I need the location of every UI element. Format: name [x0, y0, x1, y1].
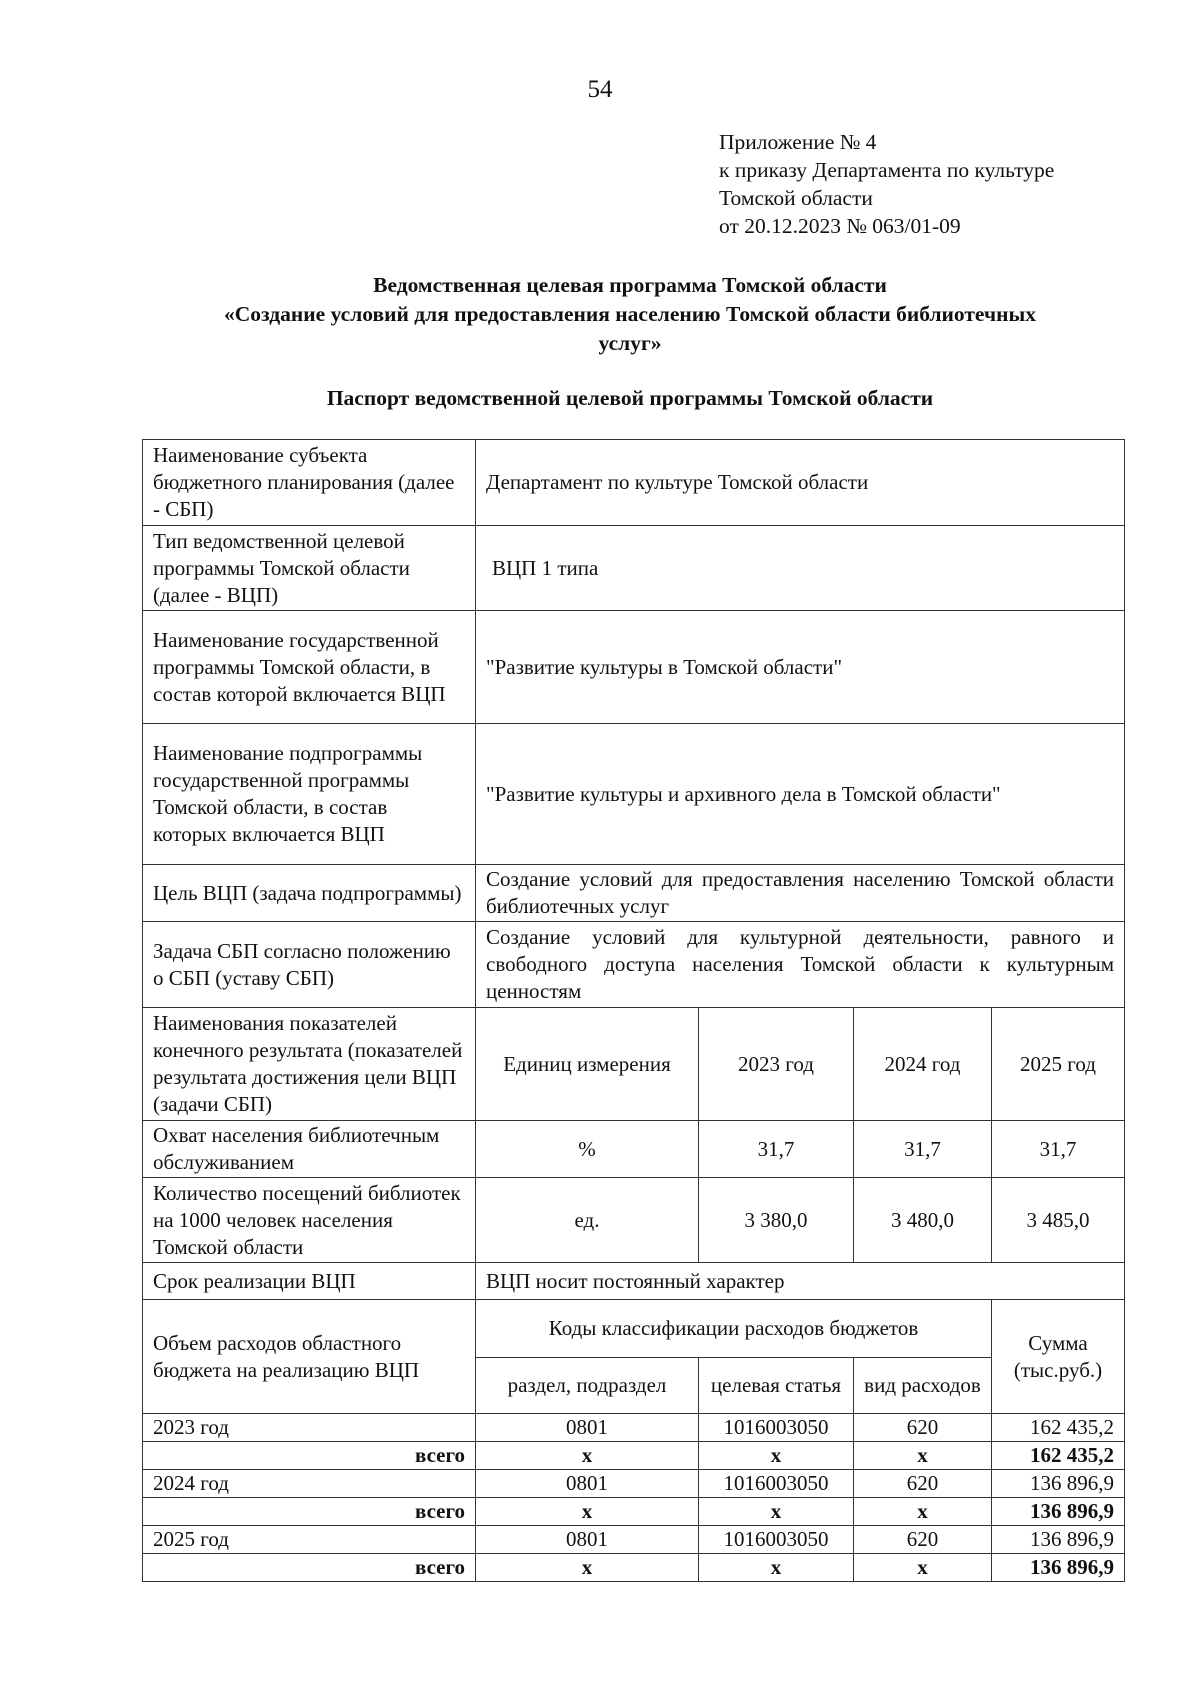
section-header: раздел, подраздел: [476, 1358, 699, 1414]
indicator-label: Количество посещений библиотек на 1000 человек населения Томской области: [143, 1178, 476, 1263]
table-row: [143, 526, 1125, 611]
finance-year-row: [143, 1470, 1125, 1498]
finance-year-row: [143, 1414, 1125, 1442]
finance-total-row: [143, 1442, 1125, 1470]
finance-kind: 620: [854, 1414, 992, 1442]
indicator-unit: ед.: [476, 1178, 699, 1263]
row-label: Тип ведомственной целевой программы Томской области (далее - ВЦП): [143, 526, 476, 611]
total-kind: x: [854, 1498, 992, 1526]
finance-header-row: [143, 1300, 1125, 1358]
indicator-value: 3 485,0: [992, 1178, 1125, 1263]
row-value: Департамент по культуре Томской области: [476, 440, 1125, 526]
row-label: Наименование государственной программы Томской области, в состав которой включается ВЦП: [143, 611, 476, 724]
indicator-row: [143, 1178, 1125, 1263]
total-kind: x: [854, 1554, 992, 1582]
row-label: Задача СБП согласно положению о СБП (уставу СБП): [143, 922, 476, 1008]
sum-header: Сумма (тыс.руб.): [992, 1300, 1125, 1414]
total-section: x: [476, 1442, 699, 1470]
indicator-label: Охват населения библиотечным обслуживанием: [143, 1121, 476, 1178]
row-value: ВЦП 1 типа: [476, 526, 1125, 611]
indicator-value: 31,7: [854, 1121, 992, 1178]
finance-article: 1016003050: [699, 1526, 854, 1554]
total-article: x: [699, 1554, 854, 1582]
finance-section: 0801: [476, 1526, 699, 1554]
unit-header: Единиц измерения: [476, 1008, 699, 1121]
total-section: x: [476, 1498, 699, 1526]
appendix-line: Приложение № 4: [719, 130, 877, 154]
finance-total-row: [143, 1554, 1125, 1582]
passport-table: [142, 439, 1125, 1582]
title-line: услуг»: [598, 331, 662, 355]
indicator-value: 31,7: [699, 1121, 854, 1178]
article-header: целевая статья: [699, 1358, 854, 1414]
table-row: [143, 724, 1125, 865]
finance-sum: 136 896,9: [992, 1470, 1125, 1498]
table-row: [143, 440, 1125, 526]
indicators-header-label: Наименования показателей конечного результата (показателей результата достижения цели ВЦП (задачи СБП): [143, 1008, 476, 1121]
kind-header: вид расходов: [854, 1358, 992, 1414]
row-label: Цель ВЦП (задача подпрограммы): [143, 865, 476, 922]
table-row: [143, 1263, 1125, 1300]
total-sum: 136 896,9: [992, 1498, 1125, 1526]
passport-title: Паспорт ведомственной целевой программы Томской области: [326, 386, 934, 410]
table-row: [143, 922, 1125, 1008]
finance-sum: 162 435,2: [992, 1414, 1125, 1442]
appendix-line: от 20.12.2023 № 063/01-09: [719, 214, 961, 238]
finance-article: 1016003050: [699, 1470, 854, 1498]
row-value: "Развитие культуры в Томской области": [476, 611, 1125, 724]
title-line: Ведомственная целевая программа Томской области: [373, 273, 887, 297]
finance-year: 2025 год: [143, 1526, 476, 1554]
finance-section: 0801: [476, 1470, 699, 1498]
total-kind: x: [854, 1442, 992, 1470]
total-article: x: [699, 1442, 854, 1470]
indicators-header-row: [143, 1008, 1125, 1121]
finance-kind: 620: [854, 1526, 992, 1554]
finance-kind: 620: [854, 1470, 992, 1498]
row-label: Срок реализации ВЦП: [143, 1263, 476, 1300]
finance-year: 2023 год: [143, 1414, 476, 1442]
total-label: всего: [143, 1498, 476, 1526]
document-title: [130, 271, 1130, 358]
total-label: всего: [143, 1554, 476, 1582]
year-header: 2023 год: [699, 1008, 854, 1121]
row-value: "Развитие культуры и архивного дела в Томской области": [476, 724, 1125, 865]
finance-label: Объем расходов областного бюджета на реализацию ВЦП: [143, 1300, 476, 1414]
finance-total-row: [143, 1498, 1125, 1526]
appendix-block: [719, 128, 1054, 240]
row-value: Создание условий для предоставления населению Томской области библиотечных услуг: [476, 865, 1125, 922]
row-value: ВЦП носит постоянный характер: [476, 1263, 1125, 1300]
total-sum: 162 435,2: [992, 1442, 1125, 1470]
total-label: всего: [143, 1442, 476, 1470]
appendix-line: к приказу Департамента по культуре: [719, 158, 1055, 182]
finance-section: 0801: [476, 1414, 699, 1442]
table-row: [143, 865, 1125, 922]
indicator-value: 3 380,0: [699, 1178, 854, 1263]
table-row: [143, 611, 1125, 724]
indicator-unit: %: [476, 1121, 699, 1178]
page-number: 54: [587, 76, 613, 103]
row-label: Наименование субъекта бюджетного планирования (далее - СБП): [143, 440, 476, 526]
finance-year-row: [143, 1526, 1125, 1554]
title-line: «Создание условий для предоставления населению Томской области библиотечных: [224, 302, 1036, 326]
row-value: Создание условий для культурной деятельности, равного и свободного доступа населения Томской области к культурным ценностям: [476, 922, 1125, 1008]
appendix-line: Томской области: [719, 186, 873, 210]
indicator-value: 31,7: [992, 1121, 1125, 1178]
total-sum: 136 896,9: [992, 1554, 1125, 1582]
finance-sum: 136 896,9: [992, 1526, 1125, 1554]
row-label: Наименование подпрограммы государственной программы Томской области, в состав которых включается ВЦП: [143, 724, 476, 865]
total-article: x: [699, 1498, 854, 1526]
year-header: 2024 год: [854, 1008, 992, 1121]
indicator-value: 3 480,0: [854, 1178, 992, 1263]
finance-year: 2024 год: [143, 1470, 476, 1498]
year-header: 2025 год: [992, 1008, 1125, 1121]
finance-article: 1016003050: [699, 1414, 854, 1442]
indicator-row: [143, 1121, 1125, 1178]
codes-header: Коды классификации расходов бюджетов: [476, 1300, 992, 1358]
total-section: x: [476, 1554, 699, 1582]
